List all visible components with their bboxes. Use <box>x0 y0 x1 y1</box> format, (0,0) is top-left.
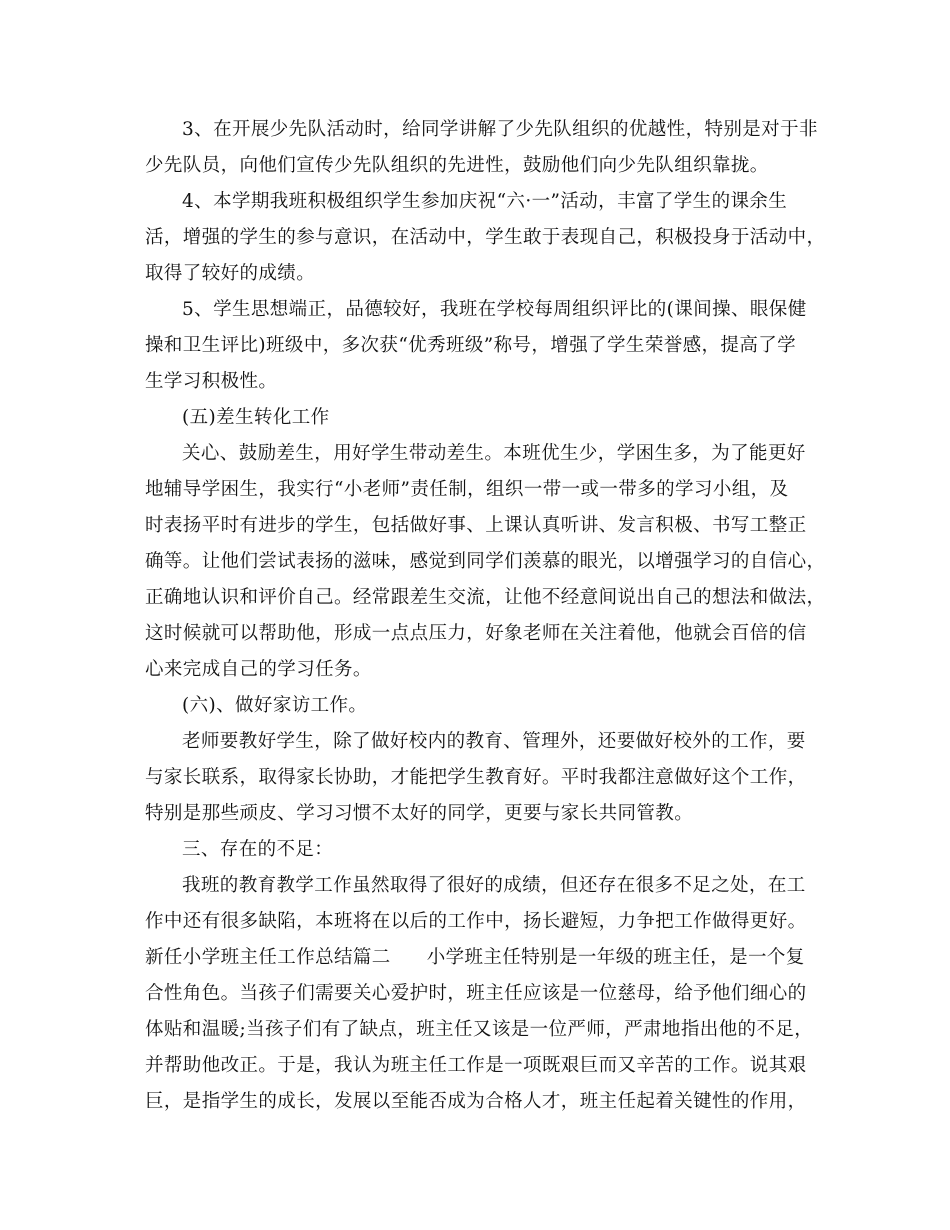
text-line: 合性角色。当孩子们需要关心爱护时，班主任应该是一位慈母，给予他们细心的 <box>145 983 807 1004</box>
section-two-first-line: 小学班主任特别是一年级的班主任，是一个复 <box>426 947 805 968</box>
text-line: 5、学生思想端正，品德较好，我班在学校每周组织评比的(课间操、眼保健 <box>182 299 807 320</box>
text-line: 正确地认识和评价自己。经常跟差生交流，让他不经意间说出自己的想法和做法， <box>145 587 826 608</box>
text-line: 确等。让他们尝试表扬的滋味，感觉到同学们羡慕的眼光，以增强学习的自信心， <box>145 551 826 572</box>
paragraph-shortcomings <box>145 868 813 940</box>
section-heading-shortcomings <box>145 832 813 868</box>
paragraph-section-two <box>145 940 813 1120</box>
text-line: 少先队员，向他们宣传少先队组织的先进性，鼓励他们向少先队组织靠拢。 <box>145 155 769 176</box>
text-line: 取得了较好的成绩。 <box>145 263 316 284</box>
document-body <box>145 112 826 1120</box>
section-heading-six <box>145 688 813 724</box>
text-line: 特别是那些顽皮、学习习惯不太好的同学，更要与家长共同管教。 <box>145 803 694 824</box>
text-line: 这时候就可以帮助他，形成一点点压力，好象老师在关注着他，他就会百倍的信 <box>145 623 807 644</box>
section-heading: (五)差生转化工作 <box>182 407 330 428</box>
text-line: 我班的教育教学工作虽然取得了很好的成绩，但还存在很多不足之处，在工 <box>182 875 806 896</box>
section-heading-five <box>145 400 813 436</box>
section-heading: 三、存在的不足： <box>182 839 334 860</box>
paragraph-pioneer-activities <box>145 112 818 184</box>
text-line: 操和卫生评比)班级中，多次获“优秀班级”称号，增强了学生荣誉感，提高了学 <box>145 335 797 356</box>
text-line: 生学习积极性。 <box>145 371 278 392</box>
paragraph-home-visits <box>145 724 813 832</box>
paragraph-children-day <box>145 184 826 292</box>
text-line: 活，增强的学生的参与意识，在活动中，学生敢于表现自己，积极投身于活动中， <box>145 227 826 248</box>
text-line: 巨，是指学生的成长，发展以至能否成为合格人才，班主任起着关键性的作用， <box>145 1091 807 1112</box>
paragraph-student-morality <box>145 292 813 400</box>
section-two-heading: 新任小学班主任工作总结篇二 <box>145 947 391 968</box>
text-line: 关心、鼓励差生，用好学生带动差生。本班优生少，学困生多，为了能更好 <box>182 443 806 464</box>
text-line: 时表扬平时有进步的学生，包括做好事、上课认真听讲、发言积极、书写工整正 <box>145 515 807 536</box>
text-line: 与家长联系，取得家长协助，才能把学生教育好。平时我都注意做好这个工作， <box>145 767 807 788</box>
text-line: 并帮助他改正。于是，我认为班主任工作是一项既艰巨而又辛苦的工作。说其艰 <box>145 1055 807 1076</box>
text-line: 地辅导学困生，我实行“小老师”责任制，组织一带一或一带多的学习小组，及 <box>145 479 789 500</box>
section-heading: (六)、做好家访工作。 <box>182 695 368 716</box>
text-line <box>145 940 813 976</box>
text-line: 4、本学期我班积极组织学生参加庆祝“六·一”活动，丰富了学生的课余生 <box>182 191 788 212</box>
paragraph-weak-students <box>145 436 826 688</box>
text-line: 心来完成自己的学习任务。 <box>145 659 372 680</box>
text-line: 作中还有很多缺陷，本班将在以后的工作中，扬长避短，力争把工作做得更好。 <box>145 911 807 932</box>
text-line: 老师要教好学生，除了做好校内的教育、管理外，还要做好校外的工作，要 <box>182 731 806 752</box>
text-line: 体贴和温暖;当孩子们有了缺点，班主任又该是一位严师，严肃地指出他的不足， <box>145 1019 814 1040</box>
text-line: 3、在开展少先队活动时，给同学讲解了少先队组织的优越性，特别是对于非 <box>182 119 818 140</box>
